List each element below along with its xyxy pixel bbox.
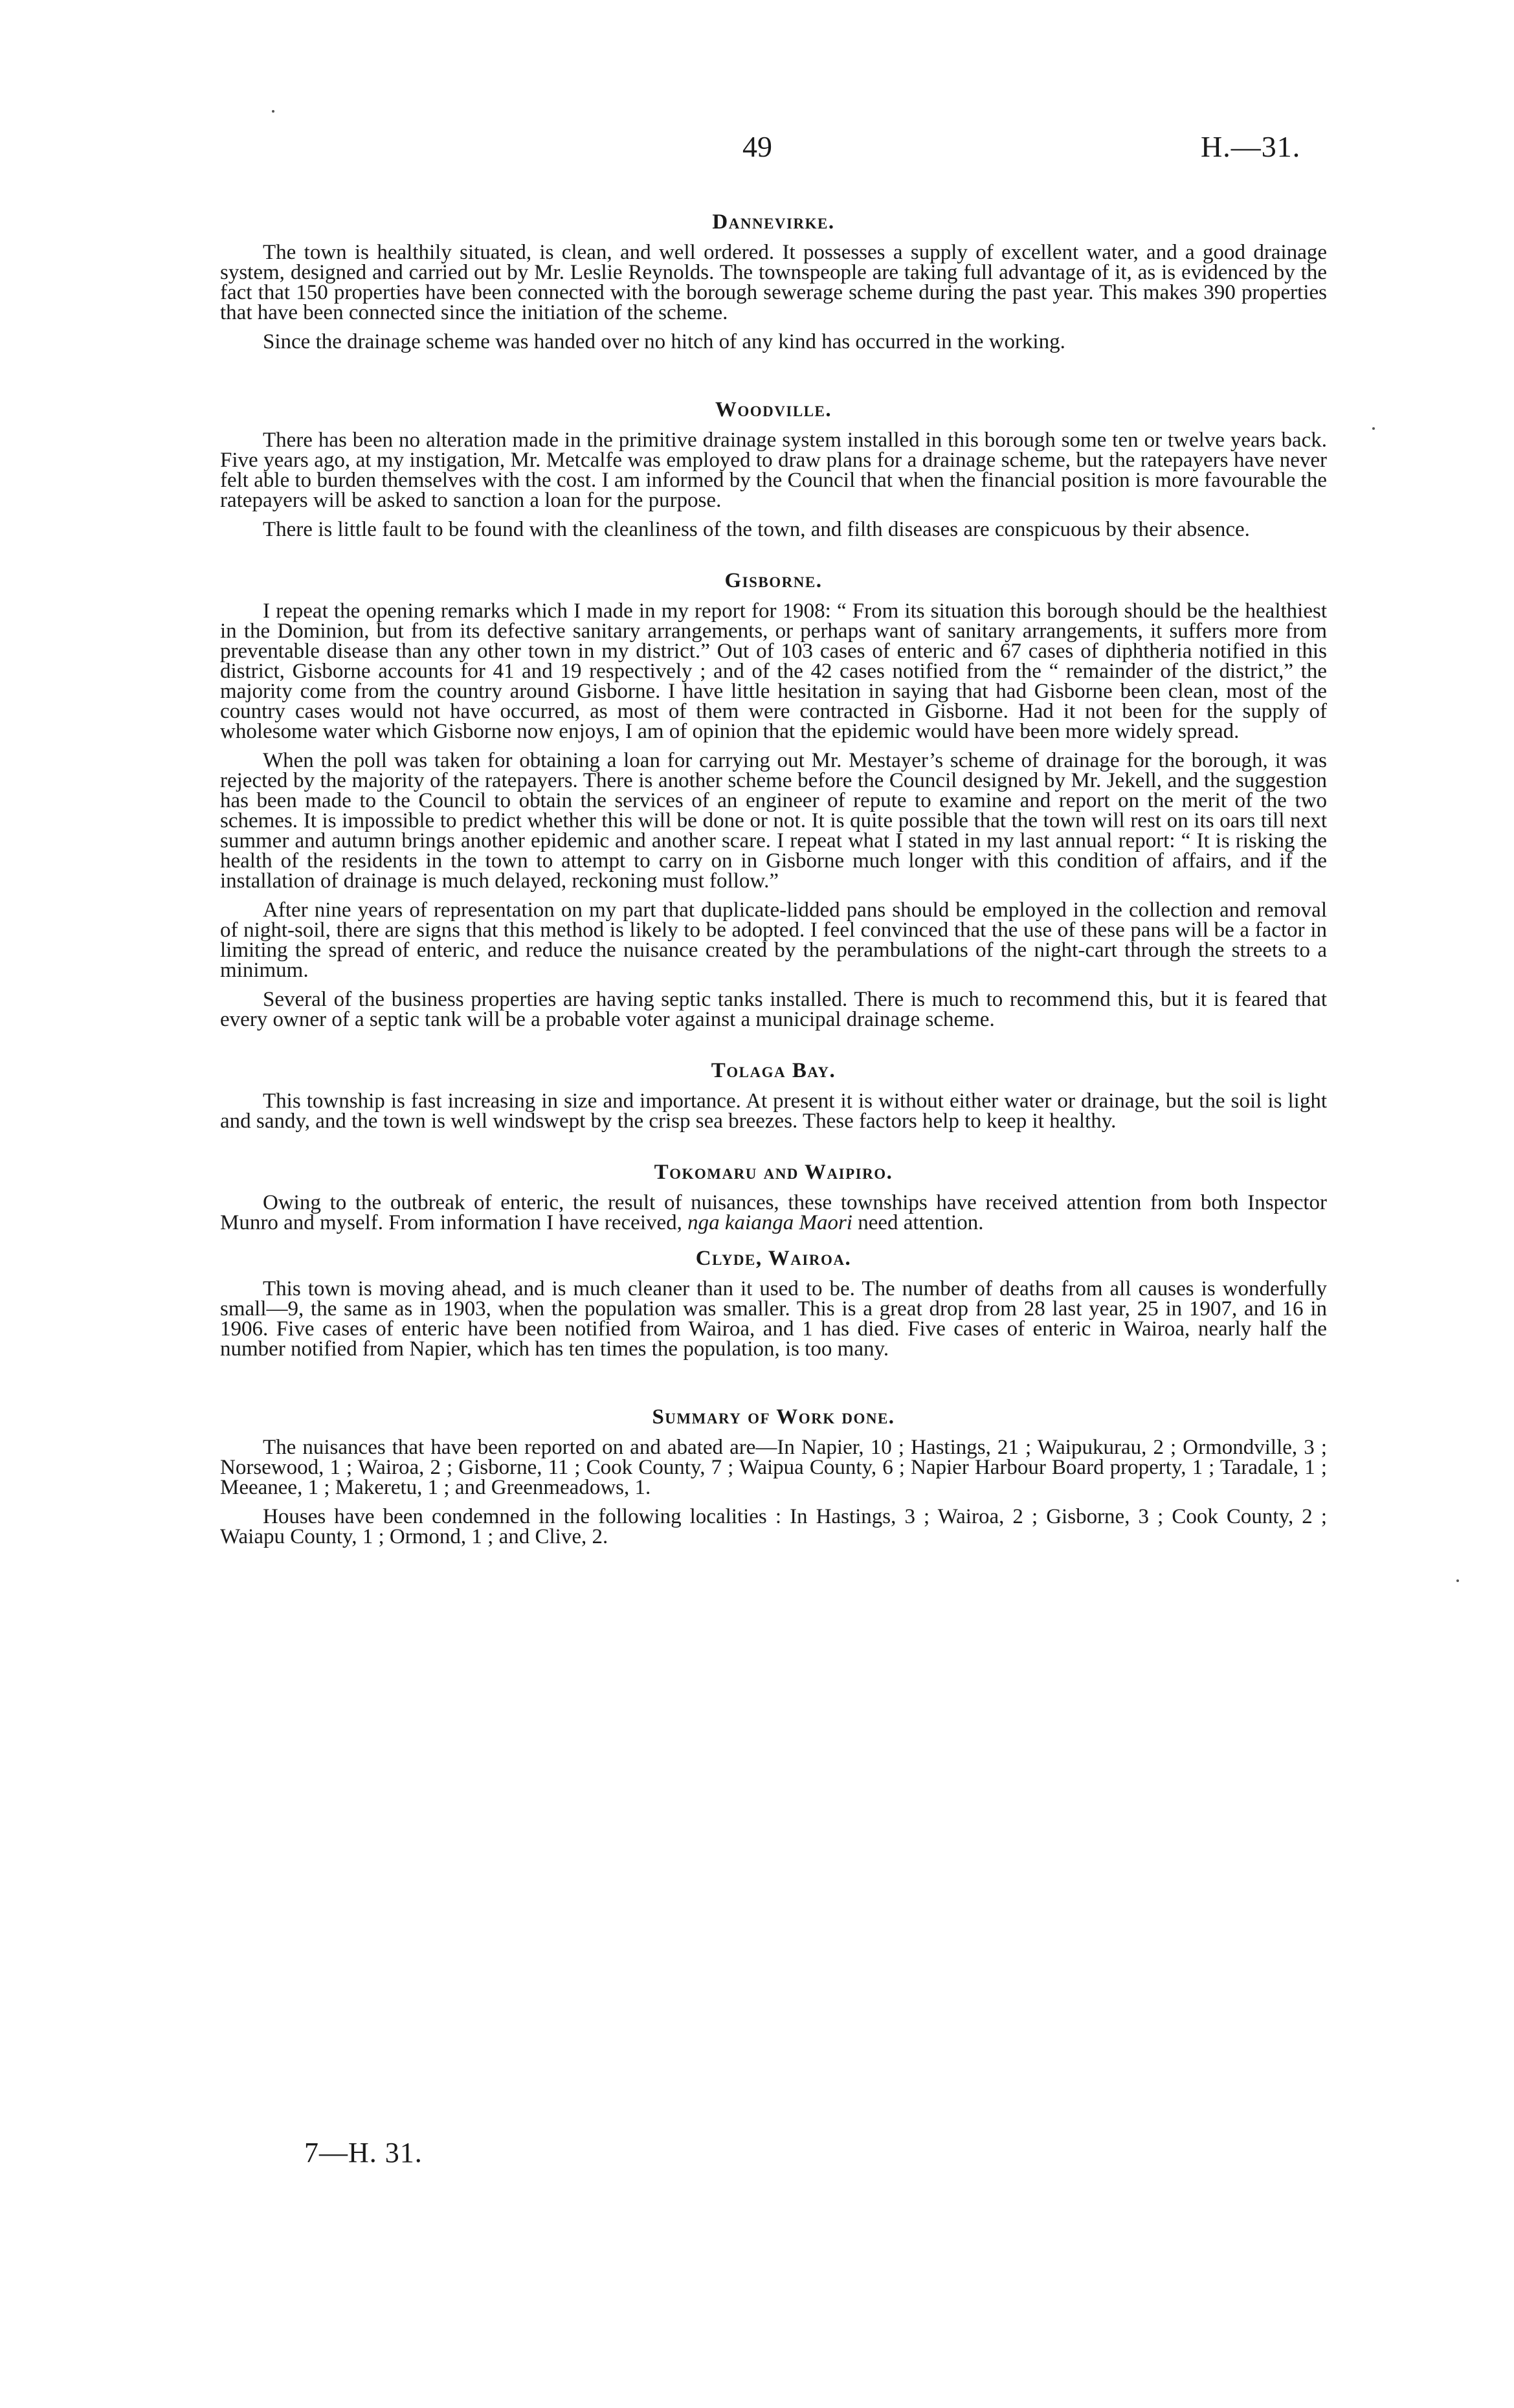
paragraph: Several of the business properties are having septic tanks installed. There is much to recommend this, but it is feared that every owner of a septic tank will be a probable voter against a municipal drainage scheme. — [220, 988, 1327, 1031]
section-heading-woodville: Woodville. — [715, 398, 832, 421]
section-heading-summary: Summary of Work done. — [652, 1405, 895, 1429]
section-heading-clyde-wairoa: Clyde, Wairoa. — [695, 1247, 852, 1270]
document-reference: H.—31. — [1201, 130, 1301, 163]
section-heading-tokomaru-waipiro: Tokomaru and Waipiro. — [654, 1161, 893, 1184]
scan-speck — [1456, 1579, 1459, 1582]
footer-signature: 7—H. 31. — [304, 2137, 423, 2168]
section-heading-dannevirke: Dannevirke. — [712, 210, 835, 234]
paragraph: The nuisances that have been reported on and abated are—In Napier, 10 ; Hastings, 21 ; Waipukurau, 2 ; Ormondville, 3 ; Norsewood, 1 ; Wairoa, 2 ; Gisborne, 11 ; Cook County, 7 ; Waipua County, 6 ; Napier Harbour Board property, 1 ; Taradale, 1 ; Meeanee, 1 ; Makeretu, 1 ; and Greenmeadows, 1. — [220, 1436, 1327, 1499]
section-heading-gisborne: Gisborne. — [724, 569, 823, 592]
paragraph: Houses have been condemned in the following localities : In Hastings, 3 ; Wairoa, 2 ; Gisborne, 3 ; Cook County, 2 ; Waiapu County, 1 ; Ormond, 1 ; and Clive, 2. — [220, 1505, 1327, 1548]
paragraph: When the poll was taken for obtaining a loan for carrying out Mr. Mestayer’s scheme of drainage for the borough, it was rejected by the majority of the ratepayers. There is another scheme before the Council designed by Mr. Jekell, and the suggestion has been made to the Council to obtain the services of an engineer of repute to examine and report on the merit of the two schemes. It is impossible to predict whether this will be done or not. It is quite possible that the town will rest on its oars till next summer and autumn brings another epidemic and another scare. I repeat what I stated in my last annual report: “ It is risking the health of the residents in the town to attempt to carry on in Gisborne much longer with this condition of affairs, and if the installation of drainage is much delayed, reckoning must follow.” — [220, 749, 1327, 893]
maori-phrase: nga kaianga Maori — [687, 1211, 852, 1234]
paragraph: Since the drainage scheme was handed over no hitch of any kind has occurred in the working. — [263, 330, 1065, 353]
report-body — [220, 194, 1327, 1547]
scan-speck — [272, 110, 274, 113]
paragraph: There is little fault to be found with the cleanliness of the town, and filth diseases are conspicuous by their absence. — [263, 518, 1250, 541]
paragraph: After nine years of representation on my part that duplicate-lidded pans should be employed in the collection and removal of night-soil, there are signs that this method is likely to be adopted. I feel convinced that the use of these pans will be a factor in limiting the spread of enteric, and reduce the nuisance created by the perambulations of the night-cart through the streets to a minimum. — [220, 898, 1327, 982]
paragraph: This township is fast increasing in size and importance. At present it is without either water or drainage, but the soil is light and sandy, and the town is well windswept by the crisp sea breezes. These factors help to keep it healthy. — [220, 1089, 1327, 1133]
section-heading-tolaga-bay: Tolaga Bay. — [711, 1059, 836, 1082]
paragraph-text: Owing to the outbreak of enteric, the result of nuisances, these townships have received attention from both Inspector Munro and myself. From information I have received, — [220, 1191, 1327, 1234]
paragraph: I repeat the opening remarks which I made in my report for 1908: “ From its situation this borough should be the healthiest in the Dominion, but from its defective sanitary arrangements, or perhaps want of sanitary arrangements, it suffers more from preventable disease than any other town in my district.” Out of 103 cases of enteric and 67 cases of diphtheria notified in this district, Gisborne accounts for 41 and 19 respectively ; and of the 42 cases notified from the “ remainder of the district,” the majority come from the country around Gisborne. I have little hesitation in saying that had Gisborne been clean, most of the country cases would not have occurred, as most of them were contracted in Gisborne. Had it not been for the supply of wholesome water which Gisborne now enjoys, I am of opinion that the epidemic would have been more widely spread. — [220, 599, 1327, 743]
page-number: 49 — [742, 130, 772, 163]
scan-speck — [1372, 427, 1375, 430]
paragraph-text-end: need attention. — [858, 1211, 984, 1234]
paragraph — [220, 1193, 1327, 1233]
paragraph: There has been no alteration made in the primitive drainage system installed in this borough some ten or twelve years back. Five years ago, at my instigation, Mr. Metcalfe was employed to draw plans for a drainage scheme, but the ratepayers have never felt able to burden themselves with the cost. I am informed by the Council that when the financial position is more favourable the ratepayers will be asked to sanction a loan for the purpose. — [220, 429, 1327, 512]
paragraph: The town is healthily situated, is clean, and well ordered. It possesses a supply of excellent water, and a good drainage system, designed and carried out by Mr. Leslie Reynolds. The townspeople are taking full advantage of it, as is evidenced by the fact that 150 properties have been connected with the borough sewerage scheme during the past year. This makes 390 properties that have been connected since the initiation of the scheme. — [220, 241, 1327, 324]
paragraph: This town is moving ahead, and is much cleaner than it used to be. The number of deaths from all causes is wonderfully small—9, the same as in 1903, when the population was smaller. This is a great drop from 28 last year, 25 in 1907, and 16 in 1906. Five cases of enteric have been notified from Wairoa, and 1 has died. Five cases of enteric in Wairoa, nearly half the number notified from Napier, which has ten times the population, is too many. — [220, 1277, 1327, 1361]
